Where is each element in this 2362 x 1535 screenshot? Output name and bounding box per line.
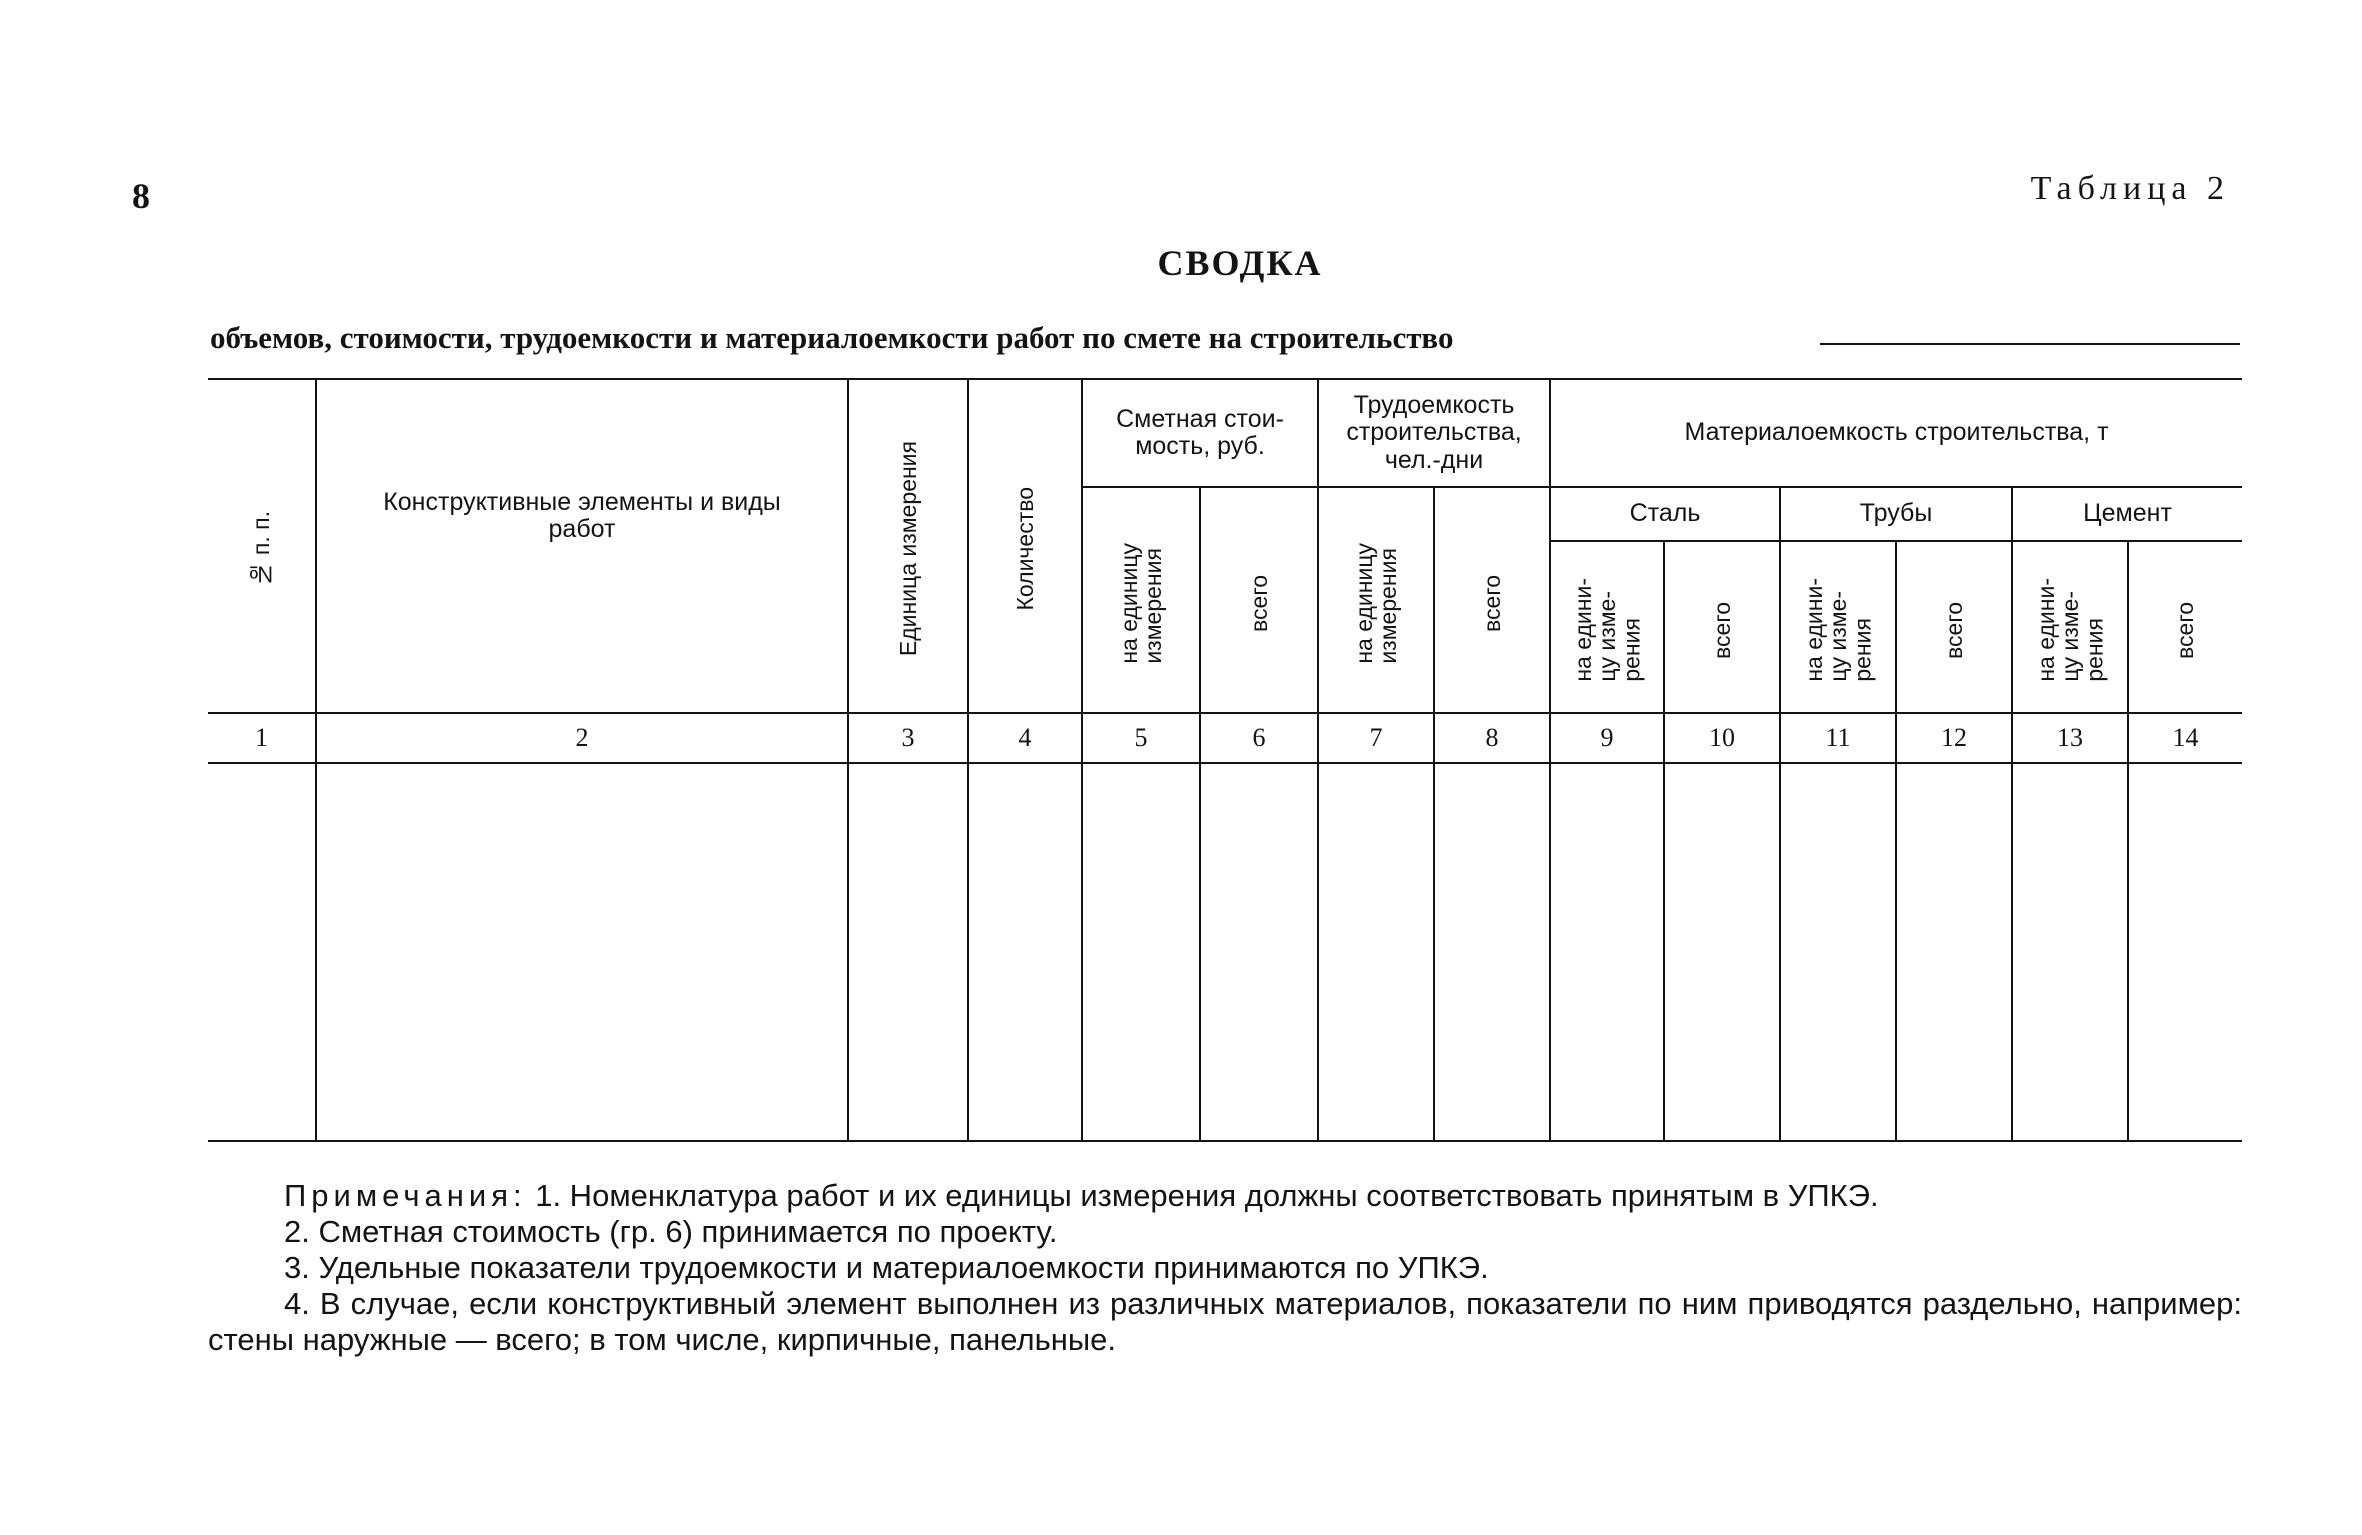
column-number: 5 — [1082, 713, 1200, 763]
table-cell — [968, 763, 1082, 1141]
header-cost-total: всего — [1200, 487, 1318, 713]
header-material-group: Материалоемкость строительства, т — [1550, 379, 2242, 487]
column-number-row — [208, 713, 2242, 763]
table-cell — [1780, 763, 1896, 1141]
header-quantity: Количество — [968, 379, 1082, 713]
table-cell — [848, 763, 968, 1141]
header-pipes-per-unit: на едини- цу изме- рения — [1780, 541, 1896, 713]
table-cell — [1318, 763, 1434, 1141]
column-number: 12 — [1896, 713, 2012, 763]
table-cell — [316, 763, 848, 1141]
table-cell — [1550, 763, 1664, 1141]
table-cell — [1082, 763, 1200, 1141]
summary-table — [208, 378, 2242, 1142]
header-cost-per-unit: на единицу измерения — [1082, 487, 1200, 713]
notes-label: Примечания: — [284, 1178, 527, 1213]
header-unit: Единица измерения — [848, 379, 968, 713]
header-steel-total: всего — [1664, 541, 1780, 713]
page-number: 8 — [132, 176, 150, 216]
header-steel: Сталь — [1550, 487, 1780, 541]
column-number: 3 — [848, 713, 968, 763]
document-subtitle: объемов, стоимости, трудоемкости и материалоемкости работ по смете на строительство — [210, 320, 1454, 355]
header-steel-per-unit: на едини- цу изме- рения — [1550, 541, 1664, 713]
header-labor-total: всего — [1434, 487, 1550, 713]
document-title: СВОДКА — [1157, 243, 1323, 283]
table-label: Таблица 2 — [2030, 170, 2230, 207]
notes-section — [208, 1178, 2242, 1358]
column-number: 11 — [1780, 713, 1896, 763]
table-cell — [2128, 763, 2242, 1141]
table-row — [208, 763, 2242, 1141]
note-item: Примечания: 1. Номенклатура работ и их единицы измерения должны соответствовать принятым в УПКЭ. — [284, 1178, 1879, 1213]
table-cell — [208, 763, 316, 1141]
header-labor-group: Трудоемкость строительства, чел.-дни — [1318, 379, 1550, 487]
column-number: 10 — [1664, 713, 1780, 763]
header-cement: Цемент — [2012, 487, 2242, 541]
header-pipes: Трубы — [1780, 487, 2012, 541]
column-number: 8 — [1434, 713, 1550, 763]
table-cell — [1664, 763, 1780, 1141]
note-item: 4. В случае, если конструктивный элемент выполнен из различных материалов, показатели по ним приводятся раздельно, например: стены наружные — всего; в том числе, кирпичные, панельные. — [208, 1286, 2242, 1357]
table-cell — [1434, 763, 1550, 1141]
header-cement-total: всего — [2128, 541, 2242, 713]
column-number: 4 — [968, 713, 1082, 763]
header-labor-per-unit: на единицу измерения — [1318, 487, 1434, 713]
table-cell — [1896, 763, 2012, 1141]
column-number: 1 — [208, 713, 316, 763]
header-row-number: № п. п. — [208, 379, 316, 713]
column-number: 14 — [2128, 713, 2242, 763]
table-cell — [1200, 763, 1318, 1141]
fill-in-line — [1820, 343, 2240, 345]
table-cell — [2012, 763, 2128, 1141]
note-item: 2. Сметная стоимость (гр. 6) принимается по проекту. — [284, 1214, 1058, 1249]
header-cost-group: Сметная стои-мость, руб. — [1082, 379, 1318, 487]
column-number: 6 — [1200, 713, 1318, 763]
header-pipes-total: всего — [1896, 541, 2012, 713]
column-number: 13 — [2012, 713, 2128, 763]
header-cement-per-unit: на едини- цу изме- рения — [2012, 541, 2128, 713]
column-number: 2 — [316, 713, 848, 763]
column-number: 9 — [1550, 713, 1664, 763]
note-item: 3. Удельные показатели трудоемкости и материалоемкости принимаются по УПКЭ. — [284, 1250, 1489, 1285]
header-elements: Конструктивные элементы и виды работ — [316, 379, 848, 713]
column-number: 7 — [1318, 713, 1434, 763]
